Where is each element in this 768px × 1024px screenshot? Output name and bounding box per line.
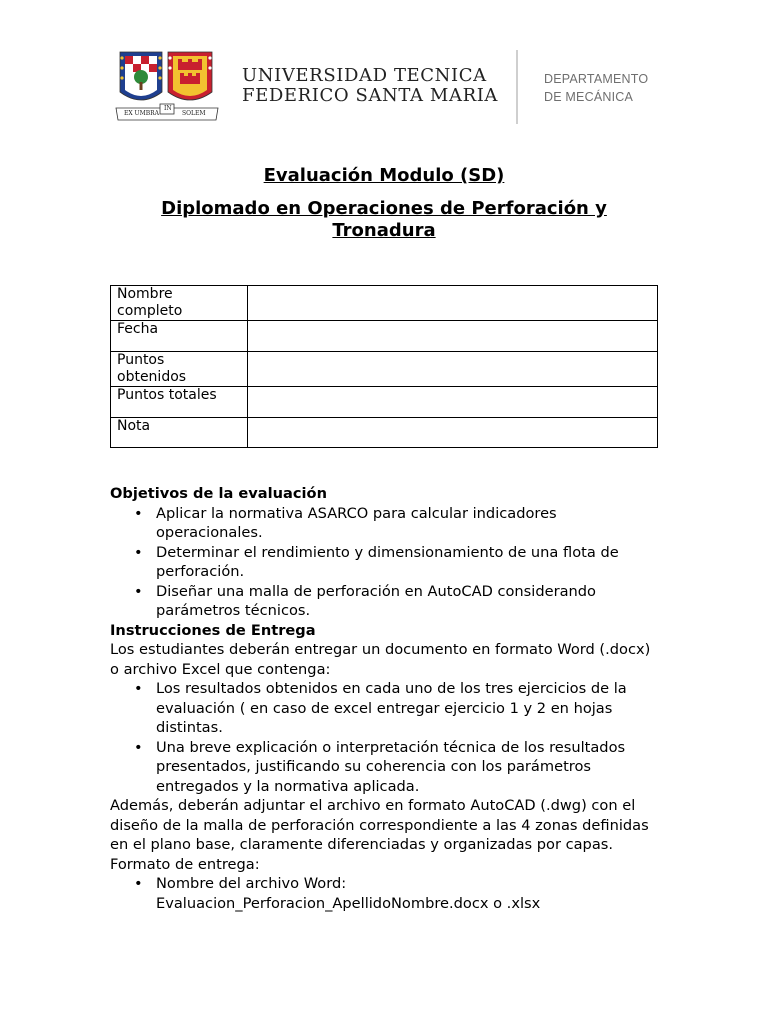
row-label-line2: completo (117, 303, 183, 319)
table-row (111, 321, 658, 352)
subtitle-line1: Diplomado en Operaciones de Perforación y (161, 198, 607, 219)
table-row (111, 418, 658, 448)
department-name (544, 70, 648, 106)
department-name-line1: DEPARTAMENTO (544, 72, 649, 86)
university-name (242, 66, 498, 106)
header-divider (516, 50, 518, 124)
list-item: • Diseñar una malla de perforación en AutoCAD considerando parámetros técnicos. (156, 582, 658, 621)
list-item: • Una breve explicación o interpretación técnica de los resultados presentados, justificando su coherencia con los parámetros entregados y la normativa aplicada. (156, 738, 658, 797)
university-name-line1: UNIVERSIDAD TECNICA (242, 65, 487, 86)
crest-right-shield (168, 52, 212, 100)
row-value-puntos-obtenidos[interactable] (248, 352, 658, 387)
format-item-line2: Evaluacion_Perforacion_ApellidoNombre.docx o .xlsx (156, 894, 541, 912)
row-label (111, 352, 248, 387)
row-label-line1: Puntos (117, 352, 165, 368)
objectives-heading: Objetivos de la evaluación (110, 485, 327, 502)
instructions-list (110, 679, 658, 796)
format-label: Formato de entrega: (110, 855, 260, 873)
motto-left: EX UMBRA (124, 110, 160, 117)
document-subtitle (110, 198, 658, 242)
table-row (111, 387, 658, 418)
row-value-nombre[interactable] (248, 286, 658, 321)
list-item: • Aplicar la normativa ASARCO para calcular indicadores operacionales. (156, 504, 658, 543)
row-label: Puntos totales (111, 387, 248, 418)
motto-mid: IN (164, 105, 172, 112)
list-item (156, 874, 658, 913)
row-value-fecha[interactable] (248, 321, 658, 352)
subtitle-line2: Tronadura (332, 220, 436, 241)
department-name-line2: DE MECÁNICA (544, 90, 634, 104)
table-row (111, 352, 658, 387)
crest-left-shield (120, 52, 162, 100)
row-label-line1: Nombre (117, 286, 173, 302)
motto-right: SOLEM (182, 110, 206, 117)
row-label: Nota (111, 418, 248, 448)
table-row (111, 286, 658, 321)
document-title: Evaluación Modulo (SD) (263, 165, 505, 186)
row-label-line2: obtenidos (117, 369, 187, 385)
list-item: • Determinar el rendimiento y dimensionamiento de una flota de perforación. (156, 543, 658, 582)
university-name-line2: FEDERICO SANTA MARIA (242, 85, 499, 106)
row-label: Fecha (111, 321, 248, 352)
row-value-puntos-totales[interactable] (248, 387, 658, 418)
instructions-intro: Los estudiantes deberán entregar un documento en formato Word (.docx) o archivo Excel que contenga: (110, 641, 651, 678)
row-value-nota[interactable] (248, 418, 658, 448)
instructions-additional: Además, deberán adjuntar el archivo en formato AutoCAD (.dwg) con el diseño de la malla de perforación correspondiente a las 4 zonas definidas en el plano base, claramente diferenciadas y organizadas por capas. (110, 797, 649, 853)
format-item-line1: Nombre del archivo Word: (156, 875, 347, 892)
header (112, 46, 672, 126)
row-label (111, 286, 248, 321)
format-list (110, 874, 658, 913)
document-body (110, 484, 658, 913)
student-info-table (110, 285, 658, 448)
instructions-heading: Instrucciones de Entrega (110, 621, 316, 639)
list-item: • Los resultados obtenidos en cada uno de los tres ejercicios de la evaluación ( en caso de excel entregar ejercicio 1 y 2 en hojas distintas. (156, 679, 658, 738)
objectives-list (110, 504, 658, 621)
